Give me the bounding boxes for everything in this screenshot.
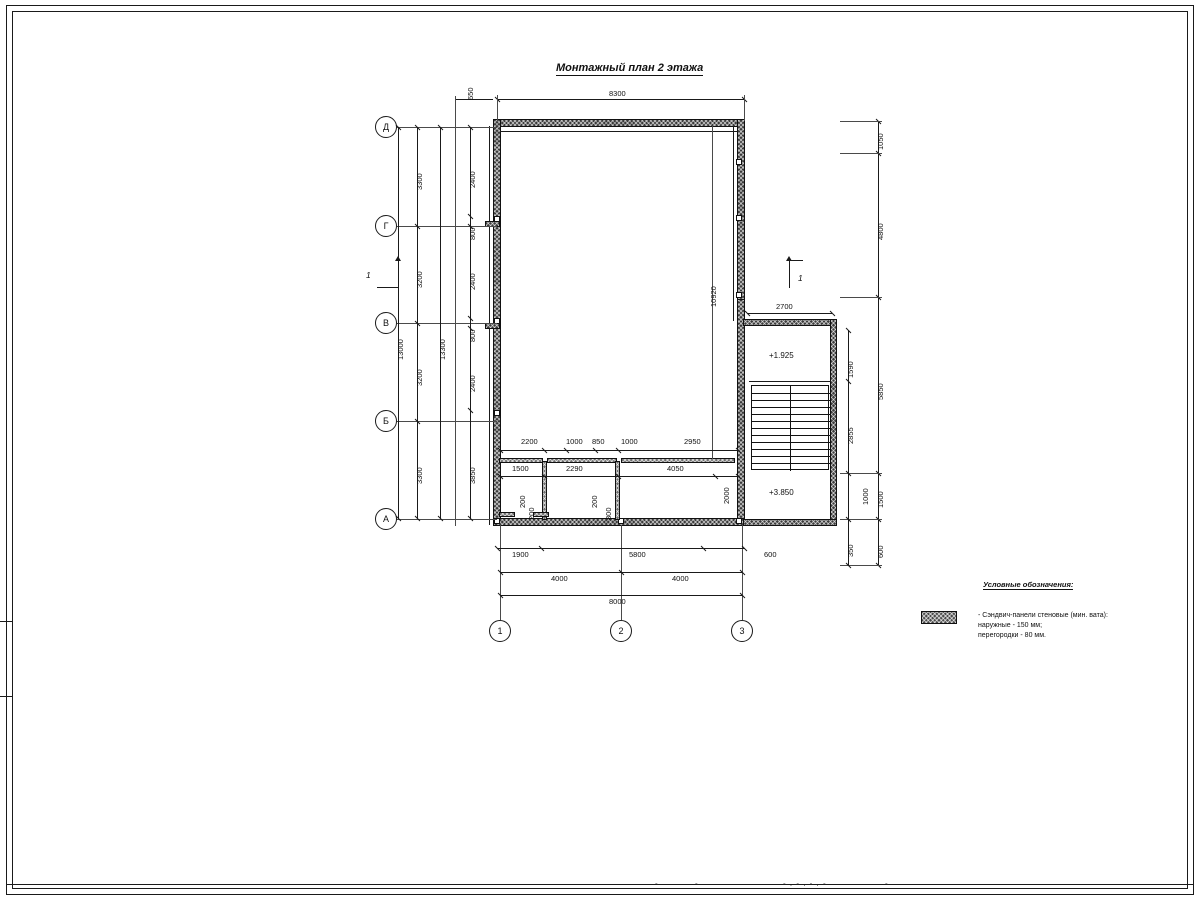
partition-horizontal-2 <box>548 459 616 462</box>
axis-bubble-d: Д <box>375 116 397 138</box>
dim-label-3300-a: 3300 <box>415 173 424 190</box>
dim-label-3300-b: 3300 <box>415 467 424 484</box>
column-node <box>736 215 742 221</box>
stair-landing-edge <box>749 381 831 382</box>
dim-label-3200-b: 3200 <box>415 369 424 386</box>
wall-inner-line-top <box>500 131 738 132</box>
page-title: Монтажный план 2 этажа <box>556 62 704 74</box>
level-tag-lower: +3.850 <box>769 488 794 497</box>
dim-label-800-b: 800 <box>468 329 477 342</box>
dim-ext-right-5 <box>840 519 882 520</box>
dim-label-1000-r: 1000 <box>861 488 870 505</box>
axis-bubble-v: В <box>375 312 397 334</box>
dim-line-top-8300 <box>497 99 745 100</box>
axis-line-v <box>397 323 497 324</box>
wall-annex-bottom <box>744 520 836 525</box>
stair-flight <box>751 385 829 470</box>
axis-line-d <box>397 127 497 128</box>
legend-swatch-sandwich-panel <box>922 612 956 623</box>
dim-label-4000-b: 4000 <box>672 574 689 583</box>
dim-line-left-13000 <box>398 127 399 519</box>
dim-line-bottom-inner <box>497 548 745 549</box>
partition-vertical-2 <box>616 462 619 519</box>
partition-stub-b <box>534 513 548 516</box>
dim-line-left-13300 <box>440 127 441 519</box>
axis-bubble-1: 1 <box>489 620 511 642</box>
dim-ext-top-right <box>744 95 745 121</box>
level-tag-upper: +1.925 <box>769 351 794 360</box>
dim-label-5800: 5800 <box>629 550 646 559</box>
dim-label-3850: 3850 <box>468 467 477 484</box>
partition-stub-a <box>500 513 514 516</box>
dim-label-1000-a: 1000 <box>566 437 583 446</box>
axis-bubble-b: Б <box>375 410 397 432</box>
dim-label-2400-a: 2400 <box>468 171 477 188</box>
dim-label-1050: 1050 <box>876 133 885 150</box>
dim-label-850: 850 <box>592 437 605 446</box>
dim-ext-top-left <box>497 95 498 121</box>
dim-label-10920: 10920 <box>709 286 718 307</box>
axis-line-a <box>397 519 497 520</box>
dim-label-2290: 2290 <box>566 464 583 473</box>
dim-label-1000-b: 1000 <box>621 437 638 446</box>
dim-ext-right-4 <box>840 473 882 474</box>
section-mark-right-line <box>789 260 790 288</box>
dim-label-2200: 2200 <box>521 437 538 446</box>
dim-label-2000: 2000 <box>722 487 731 504</box>
axis-bubble-2: 2 <box>610 620 632 642</box>
sheet-bottom-note: - - - . - . - . - - <box>655 879 889 888</box>
axis-line-b <box>397 421 497 422</box>
dim-label-13000: 13000 <box>396 339 405 360</box>
column-node <box>736 159 742 165</box>
axis-bubble-g: Г <box>375 215 397 237</box>
dim-ext-right-2 <box>840 153 882 154</box>
dim-label-2950: 2950 <box>684 437 701 446</box>
dim-label-1500-i: 1500 <box>512 464 529 473</box>
column-node <box>736 292 742 298</box>
partition-horizontal-3 <box>622 459 734 462</box>
dim-label-650: 650 <box>466 87 475 100</box>
axis-bubble-a: А <box>375 508 397 530</box>
axis-line-g <box>397 226 497 227</box>
dim-label-2855: 2855 <box>846 427 855 444</box>
section-mark-left-arrow <box>395 256 401 261</box>
dim-label-2400-b: 2400 <box>468 273 477 290</box>
axis-bubble-3: 3 <box>731 620 753 642</box>
sheet-side-stub <box>0 621 13 697</box>
dim-label-13300: 13300 <box>438 339 447 360</box>
legend-item-line-2: наружные - 150 мм; <box>978 622 1043 629</box>
dim-label-5850: 5850 <box>876 383 885 400</box>
section-mark-right-label: 1 <box>798 273 803 283</box>
dim-label-4050: 4050 <box>667 464 684 473</box>
dim-label-600-r: 600 <box>876 545 885 558</box>
dim-ext-right-3 <box>840 297 882 298</box>
dim-label-200-b: 200 <box>527 507 536 520</box>
dim-label-1590: 1590 <box>846 361 855 378</box>
section-mark-left-tail <box>377 287 399 288</box>
dim-label-600-b: 600 <box>764 550 777 559</box>
legend-title: Условные обозначения: <box>983 580 1074 589</box>
dim-ext-right-1 <box>840 121 882 122</box>
section-mark-left-line <box>398 260 399 288</box>
dim-label-3200-a: 3200 <box>415 271 424 288</box>
dim-label-4800: 4800 <box>876 223 885 240</box>
wall-annex-top <box>744 320 836 325</box>
sheet-bottom-note-text: - . - . - . - <box>783 879 827 888</box>
column-node <box>736 518 742 524</box>
partition-vertical-1 <box>543 462 546 519</box>
wall-exterior-right-lower <box>738 300 744 525</box>
partition-horizontal-1 <box>500 459 542 462</box>
dim-ref-vert-650 <box>455 96 456 526</box>
section-mark-left-label: 1 <box>366 270 371 280</box>
legend-item-line-1: - Сэндвич-панели стеновые (мин. вата): <box>978 612 1108 619</box>
dim-label-350: 350 <box>846 544 855 557</box>
dim-label-800-a: 800 <box>468 227 477 240</box>
wall-exterior-top <box>494 120 744 126</box>
wall-annex-right <box>831 320 836 525</box>
dim-label-200-a: 200 <box>518 495 527 508</box>
dim-label-800-i: 800 <box>604 507 613 520</box>
wall-stub-left-lower <box>486 324 499 328</box>
legend-item-line-3: перегородки - 80 мм. <box>978 632 1046 639</box>
dim-label-2700: 2700 <box>776 302 793 311</box>
dim-label-8300: 8300 <box>609 89 626 98</box>
wall-inner-line-right <box>733 126 734 321</box>
dim-line-bottom-overall <box>500 595 742 596</box>
section-mark-right-tail <box>789 260 803 261</box>
column-node <box>494 410 500 416</box>
dim-label-8000: 8000 <box>609 597 626 606</box>
dim-label-4000-a: 4000 <box>551 574 568 583</box>
dim-label-200-c: 200 <box>590 495 599 508</box>
dim-line-2700 <box>747 313 832 314</box>
dim-label-2400-c: 2400 <box>468 375 477 392</box>
dim-ext-right-6 <box>840 565 882 566</box>
dim-label-1900: 1900 <box>512 550 529 559</box>
dim-label-1500-r: 1500 <box>876 491 885 508</box>
